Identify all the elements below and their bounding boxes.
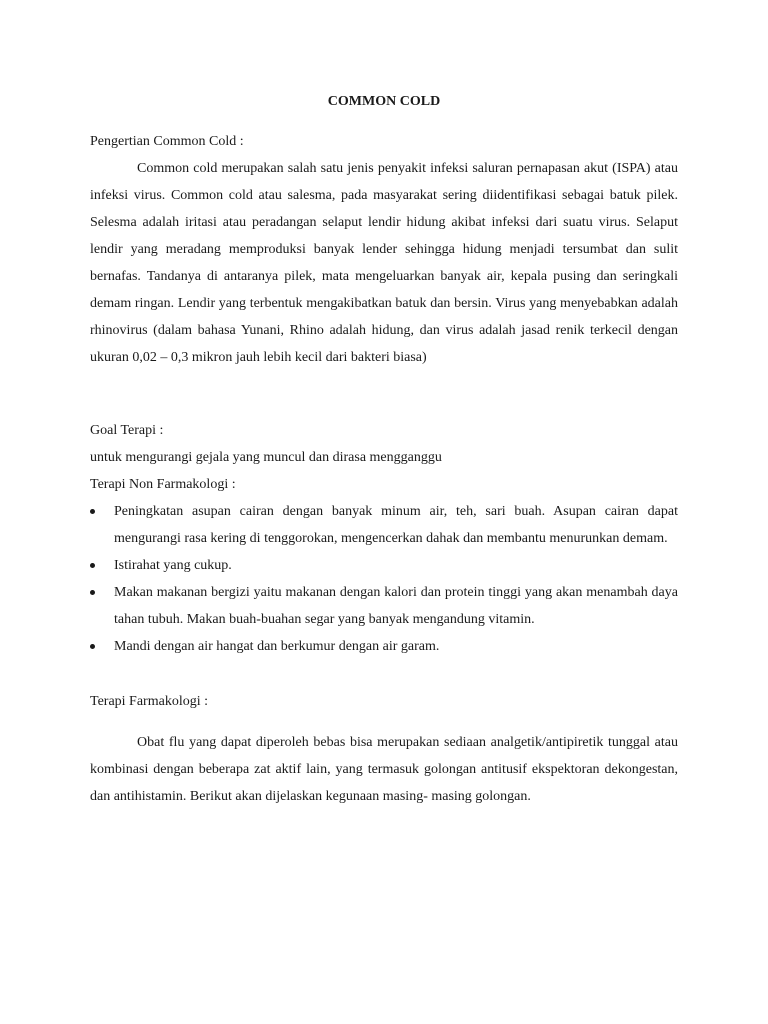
section-spacer (90, 715, 678, 729)
goal-heading: Goal Terapi : (90, 423, 164, 438)
pharma-heading: Terapi Farmakologi : (90, 694, 208, 709)
non-pharma-list (90, 498, 678, 660)
list-item (90, 498, 678, 552)
definition-heading: Pengertian Common Cold : (90, 134, 244, 149)
goal-text: untuk mengurangi gejala yang muncul dan dirasa mengganggu (90, 450, 442, 465)
bullet-icon (90, 590, 95, 595)
list-item-text: Peningkatan asupan cairan dengan banyak minum air, teh, sari buah. Asupan cairan dapat mengurangi rasa kering di tenggorokan, mengencerkan dahak dan membantu menurunkan demam. (114, 504, 678, 546)
section-spacer (90, 660, 678, 688)
list-item (90, 552, 678, 579)
list-item-text: Makan makanan bergizi yaitu makanan dengan kalori dan protein tinggi yang akan menambah daya tahan tubuh. Makan buah-buahan segar yang banyak mengandung vitamin. (114, 585, 678, 627)
list-item (90, 579, 678, 633)
list-item-text: Mandi dengan air hangat dan berkumur dengan air garam. (114, 639, 440, 654)
document-title: COMMON COLD (327, 94, 441, 109)
pharma-paragraph: Obat flu yang dapat diperoleh bebas bisa merupakan sediaan analgetik/antipiretik tunggal atau kombinasi dengan beberapa zat aktif lain, yang termasuk golongan antitusif ekspektoran dekongestan, dan antihistamin. Berikut akan dijelaskan kegunaan masing- masing golongan. (90, 735, 678, 804)
list-item (90, 633, 678, 660)
definition-paragraph: Common cold merupakan salah satu jenis penyakit infeksi saluran pernapasan akut (ISPA) atau infeksi virus. Common cold atau salesma, pada masyarakat sering diidentifikasi sebagai batuk pilek. Selesma adalah iritasi atau peradangan selaput lendir hidung akibat infeksi dari suatu virus. Selaput lendir yang meradang memproduksi banyak lender sehingga hidung menjadi tersumbat dan sulit bernafas. Tandanya di antaranya pilek, mata mengeluarkan banyak air, kepala pusing dan seringkali demam ringan. Lendir yang terbentuk mengakibatkan batuk dan bersin. Virus yang menyebabkan adalah rhinovirus (dalam bahasa Yunani, Rhino adalah hidung, dan virus adalah jasad renik terkecil dengan ukuran 0,02 – 0,3 mikron jauh lebih kecil dari bakteri biasa) (90, 161, 678, 365)
bullet-icon (90, 509, 95, 514)
bullet-icon (90, 563, 95, 568)
list-item-text: Istirahat yang cukup. (114, 558, 232, 573)
bullet-icon (90, 644, 95, 649)
non-pharma-heading: Terapi Non Farmakologi : (90, 477, 236, 492)
section-spacer (90, 371, 678, 417)
document-page (90, 92, 678, 810)
